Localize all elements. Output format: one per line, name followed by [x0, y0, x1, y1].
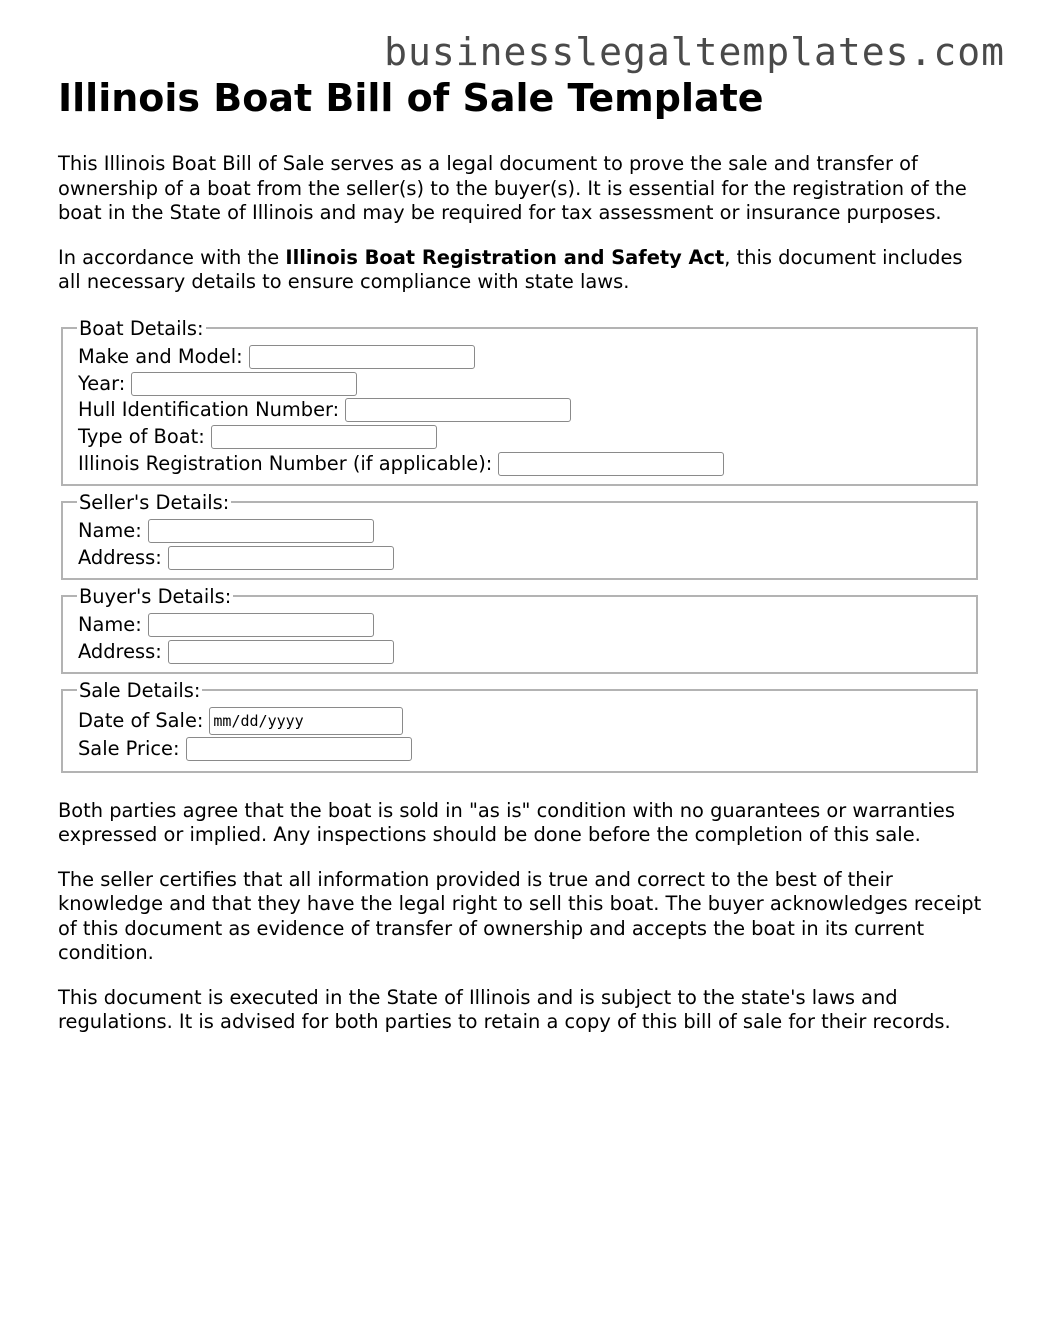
make-model-input[interactable] — [249, 345, 475, 369]
jurisdiction-paragraph: This document is executed in the State of Illinois and is subject to the state's laws and regulations. It is advised for both parties to retain a copy of this bill of sale for their records. — [58, 985, 951, 1033]
buyer-name-row — [78, 612, 961, 639]
boat-details-legend: Boat Details: — [79, 316, 204, 340]
make-model-row — [78, 344, 961, 371]
registration-label: Illinois Registration Number (if applicable): — [78, 452, 493, 476]
seller-address-row — [78, 544, 961, 571]
sale-price-label: Sale Price: — [78, 736, 180, 760]
year-input[interactable] — [131, 372, 357, 396]
boat-details-fieldset — [61, 317, 978, 486]
accordance-before: In accordance with the — [58, 245, 286, 269]
as-is-paragraph: Both parties agree that the boat is sold in "as is" condition with no guarantees or warranties expressed or implied. Any inspections should be done before the completion of this sale. — [58, 798, 955, 846]
sale-price-input[interactable] — [186, 737, 412, 761]
sale-date-label: Date of Sale: — [78, 708, 204, 732]
buyer-address-label: Address: — [78, 639, 162, 663]
sale-details-fieldset — [61, 679, 978, 773]
document-body — [58, 72, 988, 1055]
sale-date-input[interactable] — [209, 707, 403, 735]
page-title: Illinois Boat Bill of Sale Template — [58, 76, 764, 120]
boat-type-row — [78, 424, 961, 451]
seller-address-input[interactable] — [168, 546, 394, 570]
seller-address-label: Address: — [78, 545, 162, 569]
buyer-details-fieldset — [61, 585, 978, 674]
boat-type-input[interactable] — [211, 425, 437, 449]
registration-row — [78, 451, 961, 478]
certification-paragraph: The seller certifies that all information provided is true and correct to the best of their knowledge and that they have the legal right to sell this boat. The buyer acknowledges receipt of this document as evidence of transfer of ownership and accepts the boat in its current condition. — [58, 867, 982, 964]
accordance-paragraph — [58, 246, 988, 295]
seller-name-label: Name: — [78, 518, 142, 542]
buyer-name-label: Name: — [78, 612, 142, 636]
accordance-after: , this document includes all necessary details to ensure compliance with state laws. — [58, 245, 963, 293]
hin-input[interactable] — [345, 398, 571, 422]
intro-paragraph: This Illinois Boat Bill of Sale serves as a legal document to prove the sale and transfer of ownership of a boat from the seller(s) to the buyer(s). It is essential for the registration of the boat in the State of Illinois and may be required for tax assessment or insurance purposes. — [58, 152, 967, 224]
seller-details-legend: Seller's Details: — [79, 490, 230, 514]
year-label: Year: — [78, 371, 126, 395]
buyer-name-input[interactable] — [148, 613, 374, 637]
buyer-address-input[interactable] — [168, 640, 394, 664]
buyer-address-row — [78, 638, 961, 665]
make-model-label: Make and Model: — [78, 344, 243, 368]
seller-name-input[interactable] — [148, 519, 374, 543]
sale-details-legend: Sale Details: — [79, 678, 201, 702]
sale-date-row — [78, 706, 961, 736]
sale-price-row — [78, 736, 961, 763]
act-name: Illinois Boat Registration and Safety Act — [285, 245, 725, 269]
hin-label: Hull Identification Number: — [78, 398, 340, 422]
boat-type-label: Type of Boat: — [78, 425, 205, 449]
registration-input[interactable] — [498, 452, 724, 476]
hin-row — [78, 397, 961, 424]
seller-name-row — [78, 518, 961, 545]
buyer-details-legend: Buyer's Details: — [79, 584, 232, 608]
watermark: businesslegaltemplates.com — [384, 30, 1005, 74]
year-row — [78, 370, 961, 397]
seller-details-fieldset — [61, 491, 978, 580]
